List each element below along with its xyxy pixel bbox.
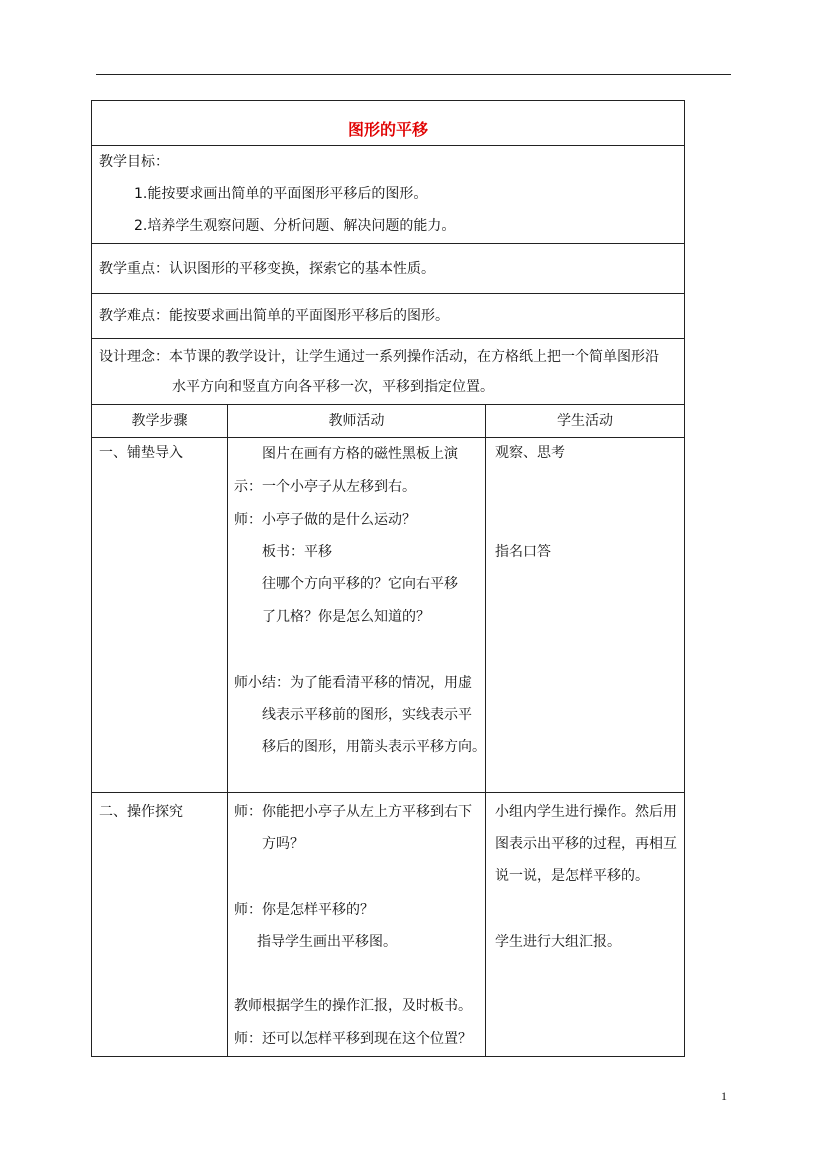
lesson-plan-table [91,100,685,1057]
teacher-1-line-2: 示：一个小亭子从左移到右。 [234,479,416,495]
student-1-line-2: 指名口答 [495,544,551,560]
difficulty-row [92,294,684,339]
header-divider [92,437,684,438]
step-2-label: 二、操作探究 [99,804,183,820]
step-1-label: 一、铺垫导入 [99,445,183,461]
teacher-1-line-4: 板书：平移 [262,544,332,560]
header-step: 教学步骤 [131,413,188,429]
student-1-line-1: 观察、思考 [495,445,565,461]
difficulty-text: 教学难点：能按要求画出简单的平面图形平移后的图形。 [99,308,449,324]
teacher-2-line-5: 教师根据学生的操作汇报，及时板书。 [234,998,472,1014]
page-number: 1 [721,1089,727,1103]
teacher-2-line-3: 师：你是怎样平移的？ [234,902,374,918]
design-row [92,339,684,405]
key-point-row [92,244,684,294]
column-divider-2 [485,405,486,1056]
teacher-1-line-9: 移后的图形，用箭头表示平移方向。 [262,739,486,755]
design-line-1: 设计理念：本节课的教学设计，让学生通过一系列操作活动，在方格纸上把一个简单图形沿 [99,349,659,365]
objective-item-1: 1.能按要求画出简单的平面图形平移后的图形。 [134,186,428,202]
teacher-2-line-6: 师：还可以怎样平移到现在这个位置？ [234,1031,472,1047]
teacher-1-line-8: 线表示平移前的图形，实线表示平 [262,707,472,723]
title-row [92,101,684,146]
teacher-2-line-4: 指导学生画出平移图。 [257,934,397,950]
header-student: 学生活动 [557,413,613,429]
teacher-1-line-3: 师：小亭子做的是什么运动？ [234,512,416,528]
student-2-line-1: 小组内学生进行操作。然后用 [495,804,677,820]
design-line-2: 水平方向和竖直方向各平移一次，平移到指定位置。 [172,379,494,395]
objectives-row [92,146,684,244]
student-2-line-2: 图表示出平移的过程，再相互 [495,836,677,852]
key-point-text: 教学重点：认识图形的平移变换，探索它的基本性质。 [99,261,435,277]
column-divider-1 [227,405,228,1056]
header-rule [96,74,731,75]
page-title: 图形的平移 [347,120,428,139]
teacher-1-line-1: 图片在画有方格的磁性黑板上演 [262,446,458,462]
teacher-1-line-7: 师小结：为了能看清平移的情况，用虚 [234,675,472,691]
header-teacher: 教师活动 [328,413,385,429]
objectives-label: 教学目标： [99,154,169,170]
teacher-2-line-1: 师：你能把小亭子从左上方平移到右下 [234,804,472,820]
teacher-1-line-5: 往哪个方向平移的？它向右平移 [262,576,458,592]
student-2-line-4: 学生进行大组汇报。 [495,934,621,950]
teacher-1-line-6: 了几格？你是怎么知道的？ [262,609,430,625]
teacher-2-line-2: 方吗？ [262,836,304,852]
objective-item-2: 2.培养学生观察问题、分析问题、解决问题的能力。 [134,218,456,234]
row-1-divider [92,792,684,793]
student-2-line-3: 说一说，是怎样平移的。 [495,868,649,884]
